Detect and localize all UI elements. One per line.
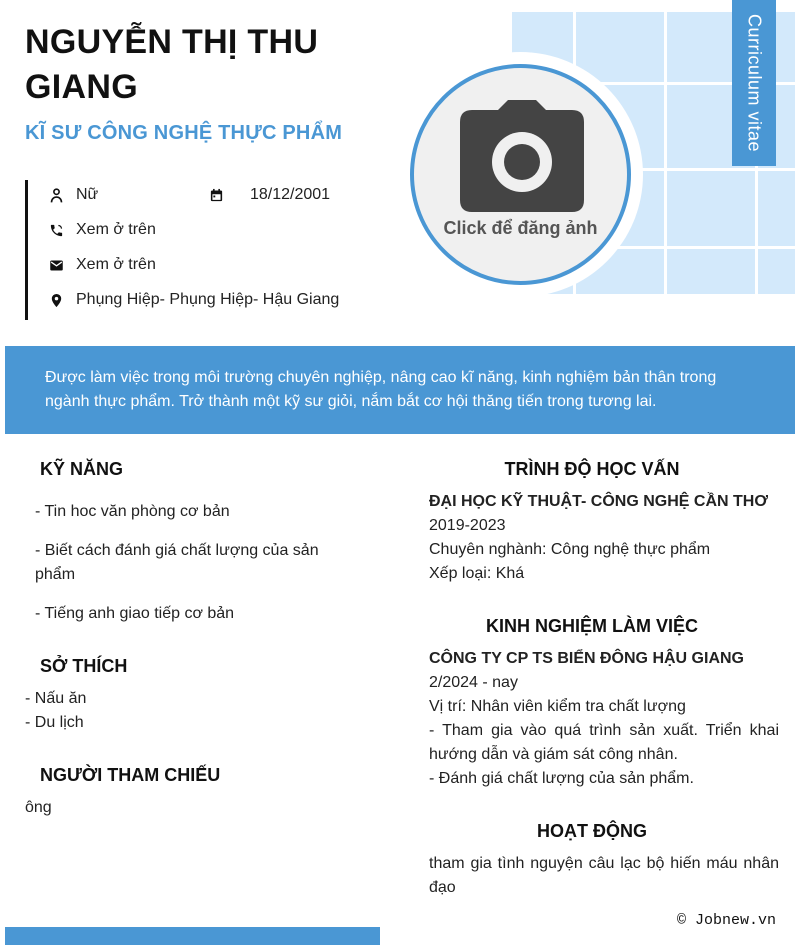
calendar-icon — [206, 185, 226, 205]
experience-period: 2/2024 - nay — [429, 674, 518, 691]
hobby-item: - Du lịch — [25, 714, 84, 731]
experience-position: Vị trí: Nhân viên kiểm tra chất lượng — [429, 698, 686, 715]
address-value: Phụng Hiệp- Phụng Hiệp- Hậu Giang — [76, 291, 340, 308]
education-period: 2019-2023 — [429, 517, 506, 534]
location-pin-icon — [46, 290, 66, 310]
phone-icon — [46, 220, 66, 240]
skill-item: - Tin hoc văn phòng cơ bản — [35, 503, 230, 520]
skills-heading: KỸ NĂNG — [40, 459, 124, 479]
skill-item: - Biết cách đánh giá chất lượng của sản phẩm — [35, 542, 319, 583]
company-name: CÔNG TY CP TS BIỂN ĐÔNG HẬU GIANG — [429, 650, 744, 667]
hobbies-heading: SỞ THÍCH — [40, 656, 128, 676]
hobby-item: - Nấu ăn — [25, 690, 87, 707]
phone-row — [46, 218, 156, 242]
activities-heading: HOẠT ĐỘNG — [537, 821, 647, 841]
gender-row — [46, 183, 98, 207]
experience-heading: KINH NGHIỆM LÀM VIỆC — [485, 616, 698, 636]
candidate-name: NGUYỄN THỊ THU GIANG — [25, 23, 319, 106]
references-heading: NGƯỜI THAM CHIẾU — [40, 765, 221, 785]
cv-label: Curriculum vitae — [744, 14, 765, 153]
contact-info — [25, 180, 375, 320]
person-icon — [46, 185, 66, 205]
mail-icon — [46, 255, 66, 275]
reference-text: ông — [25, 799, 52, 816]
gender-value: Nữ — [76, 186, 99, 203]
experience-duty: - Đánh giá chất lượng của sản phẩm. — [429, 770, 694, 787]
phone-value: Xem ở trên — [76, 221, 156, 238]
education-rank: Xếp loại: Khá — [429, 565, 525, 582]
career-objective: Được làm việc trong môi trường chuyên nghiệp, nâng cao kĩ năng, kinh nghiệm bản thân trong ngành thực phẩm. Trở thành một kỹ sư giỏi, nắm bắt cơ hội thăng tiến trong tương lai. — [5, 346, 795, 434]
birthday-value: 18/12/2001 — [250, 186, 331, 203]
email-row — [46, 253, 156, 277]
birthday-row — [206, 183, 330, 207]
experience-duty: - Tham gia vào quá trình sản xuất. Triển khai hướng dẫn và giám sát công nhân. — [429, 722, 779, 763]
education-major: Chuyên nghành: Công nghệ thực phẩm — [429, 541, 711, 558]
skill-item: - Tiếng anh giao tiếp cơ bản — [35, 605, 235, 622]
address-row — [46, 288, 339, 312]
school-name: ĐẠI HỌC KỸ THUẬT- CÔNG NGHỆ CẦN THƠ — [429, 493, 768, 510]
bottom-accent-bar — [5, 927, 380, 945]
email-value: Xem ở trên — [76, 256, 156, 273]
camera-icon — [458, 100, 586, 212]
cv-label-tab — [732, 0, 776, 166]
activities-text: tham gia tình nguyện câu lạc bộ hiến máu nhân đạo — [429, 855, 779, 896]
copyright: © Jobnew.vn — [677, 912, 777, 929]
job-title: KĨ SƯ CÔNG NGHỆ THỰC PHẨM — [25, 122, 343, 144]
profile-photo-upload[interactable] — [410, 64, 631, 285]
photo-upload-caption: Click để đăng ảnh — [443, 218, 598, 238]
education-heading: TRÌNH ĐỘ HỌC VẤN — [504, 459, 680, 479]
